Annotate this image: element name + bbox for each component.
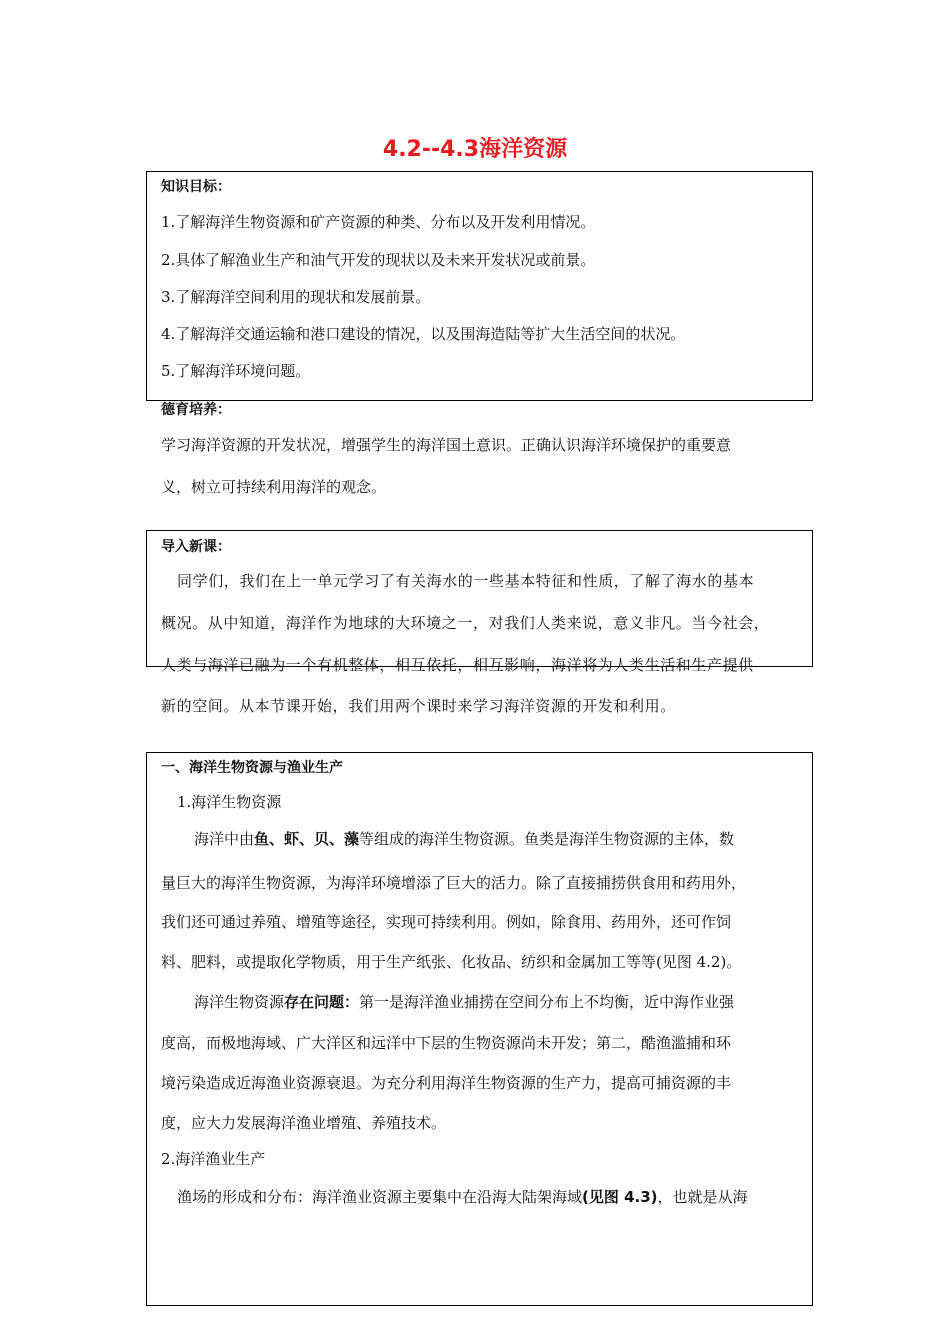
bold-keywords: 存在问题：: [284, 993, 360, 1011]
intro-heading: 导入新课：: [161, 539, 231, 555]
knowledge-item: 4.了解海洋交通运输和港口建设的情况，以及围海造陆等扩大生活空间的状况。: [161, 325, 686, 343]
knowledge-item: 3.了解海洋空间利用的现状和发展前景。: [161, 288, 431, 306]
paragraph-line: [194, 829, 734, 849]
paragraph-text: 海洋中由: [194, 830, 255, 848]
paragraph-line: [177, 1187, 748, 1207]
paragraph-line: 料、肥料，或提取化学物质，用于生产纸张、化妆品、纺织和金属加工等等(见图 4.2)。: [161, 953, 742, 971]
bold-keywords: 鱼、虾、贝、藻: [254, 830, 360, 848]
knowledge-item: 1.了解海洋生物资源和矿产资源的种类、分布以及开发利用情况。: [161, 213, 596, 231]
intro-line: 同学们，我们在上一单元学习了有关海水的一些基本特征和性质，了解了海水的基本: [177, 572, 755, 590]
paragraph-line: 我们还可通过养殖、增殖等途径，实现可持续利用。例如，除食用、药用外，还可作饲: [161, 913, 732, 931]
paragraph-line: 境污染造成近海渔业资源衰退。为充分利用海洋生物资源的生产力，提高可捕资源的丰: [161, 1074, 732, 1092]
moral-text-line: 学习海洋资源的开发状况，增强学生的海洋国土意识。正确认识海洋环境保护的重要意: [161, 436, 732, 454]
paragraph-line: 量巨大的海洋生物资源，为海洋环境增添了巨大的活力。除了直接捕捞供食用和药用外，: [161, 874, 747, 892]
page-title: 4.2--4.3海洋资源: [382, 137, 568, 162]
intro-line: 人类与海洋已融为一个有机整体，相互依托，相互影响，海洋将为人类生活和生产提供: [161, 656, 754, 674]
knowledge-item: 2.具体了解渔业生产和油气开发的现状以及未来开发状况或前景。: [161, 251, 596, 269]
moral-heading: 德育培养：: [161, 402, 231, 418]
paragraph-line: 度高，而极地海域、广大洋区和远洋中下层的生物资源尚未开发；第二，酷渔滥捕和环: [161, 1034, 732, 1052]
moral-text-line: 义，树立可持续利用海洋的观念。: [161, 478, 387, 496]
paragraph-line: 度，应大力发展海洋渔业增殖、养殖技术。: [161, 1114, 447, 1132]
paragraph-text: 渔场的形成和分布：海洋渔业资源主要集中在沿海大陆架海域: [177, 1188, 583, 1206]
bold-keywords: (见图 4.3): [582, 1188, 658, 1206]
section1-heading: 一、海洋生物资源与渔业生产: [161, 760, 343, 776]
knowledge-heading: 知识目标：: [161, 179, 231, 195]
intro-line: 概况。从中知道，海洋作为地球的大环境之一，对我们人类来说，意义非凡。当今社会，: [161, 614, 770, 632]
intro-box: [146, 530, 813, 667]
section1-subheading: 1.海洋生物资源: [177, 793, 282, 811]
paragraph-text: 第一是海洋渔业捕捞在空间分布上不均衡，近中海作业强: [359, 993, 735, 1011]
paragraph-text: 等组成的海洋生物资源。鱼类是海洋生物资源的主体，数: [359, 830, 735, 848]
section1-subheading: 2.海洋渔业生产: [161, 1150, 266, 1168]
paragraph-text: ，也就是从海: [657, 1188, 748, 1206]
intro-line: 新的空间。从本节课开始，我们用两个课时来学习海洋资源的开发和利用。: [161, 697, 676, 715]
paragraph-text: 海洋生物资源: [194, 993, 285, 1011]
knowledge-item: 5.了解海洋环境问题。: [161, 362, 311, 380]
paragraph-line: [194, 992, 734, 1012]
